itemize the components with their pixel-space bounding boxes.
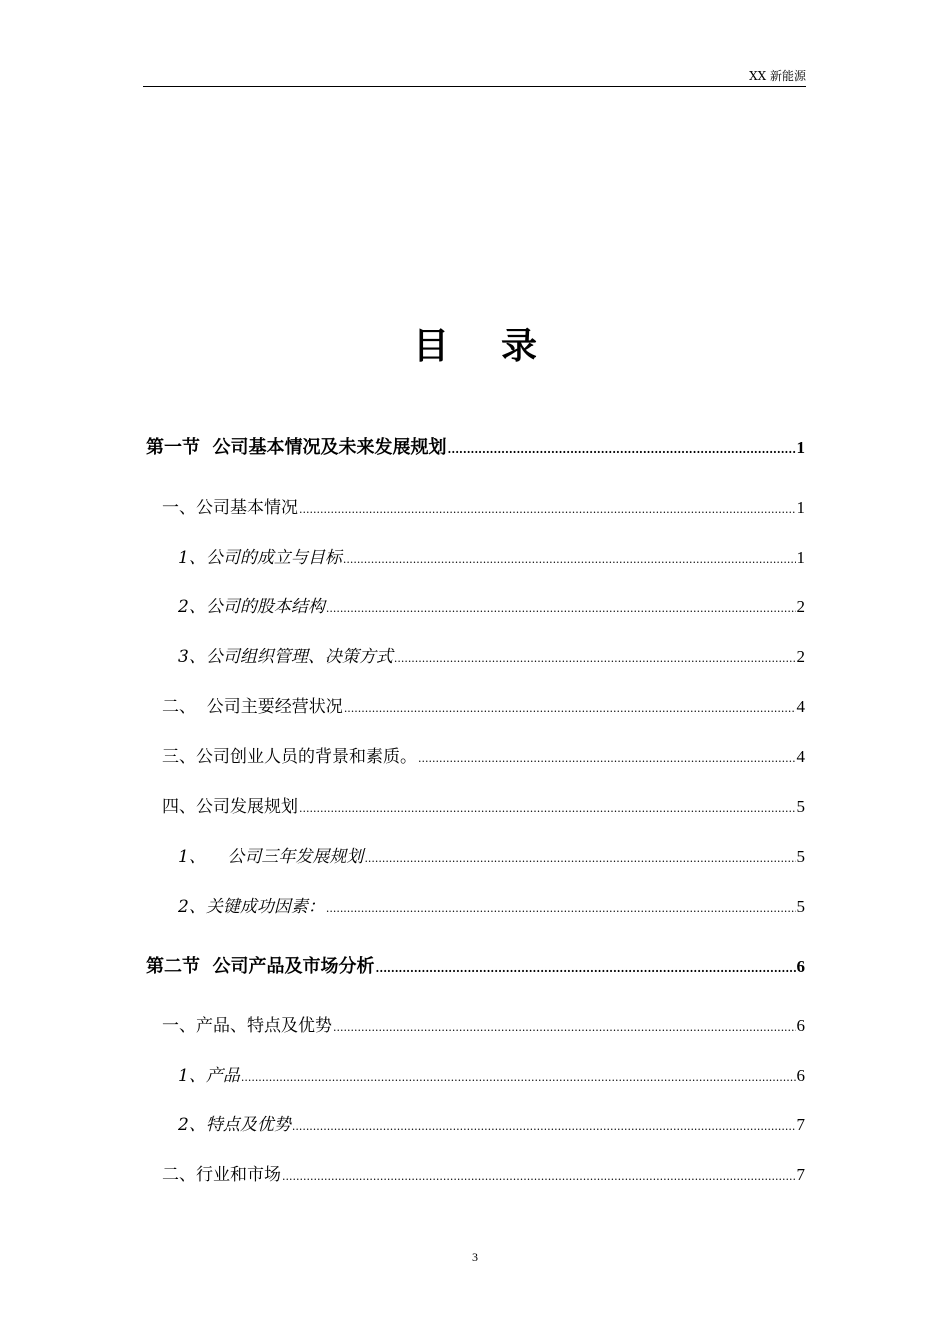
toc-entry[interactable] [162, 1014, 805, 1038]
toc-leader [333, 1016, 796, 1040]
toc-entry[interactable] [178, 1064, 805, 1088]
toc-leader [418, 747, 796, 771]
toc-entry[interactable] [162, 695, 805, 719]
toc-entry[interactable] [162, 496, 805, 520]
toc-page: 6 [796, 957, 805, 976]
toc-label: 2、关键成功因素： [178, 897, 325, 917]
toc-entry[interactable] [162, 745, 805, 769]
toc-label: 2、公司的股本结构 [178, 597, 325, 617]
toc-entry[interactable] [178, 595, 805, 619]
toc-entry[interactable] [178, 645, 805, 669]
page-header [143, 66, 806, 87]
toc-page: 7 [796, 1115, 805, 1134]
toc-page: 6 [796, 1016, 805, 1035]
toc-label: 一、公司基本情况 [162, 498, 298, 518]
toc-page: 4 [796, 747, 805, 766]
toc-page: 1 [796, 438, 805, 457]
title-char: 录 [501, 325, 538, 367]
toc-entry-section[interactable] [146, 436, 805, 460]
title-char: 目 [412, 325, 449, 367]
toc-page: 2 [796, 597, 805, 616]
toc-page: 5 [796, 897, 805, 916]
toc-page: 5 [796, 847, 805, 866]
toc-entry[interactable] [162, 1163, 805, 1187]
toc-leader [394, 647, 796, 671]
header-text: XX 新能源 [749, 69, 806, 83]
toc-page: 1 [796, 498, 805, 517]
toc-leader [448, 438, 796, 462]
toc-leader [282, 1165, 796, 1189]
toc-page: 5 [796, 797, 805, 816]
toc-leader [364, 847, 795, 871]
toc-leader [299, 797, 796, 821]
toc-entry-section[interactable] [146, 955, 805, 979]
toc-label: 1、公司的成立与目标 [178, 548, 342, 568]
toc-label: 三、公司创业人员的背景和素质。 [162, 747, 417, 767]
toc-leader [292, 1115, 796, 1139]
toc-leader [376, 957, 796, 981]
toc-label: 二、 公司主要经营状况 [162, 697, 343, 717]
toc-label: 3、公司组织管理、决策方式 [178, 647, 393, 667]
toc-page: 2 [796, 647, 805, 666]
toc-entry[interactable] [162, 795, 805, 819]
toc-entry[interactable] [178, 1113, 805, 1137]
toc-label: 2、特点及优势 [178, 1115, 291, 1135]
toc-page: 7 [796, 1165, 805, 1184]
toc-page: 4 [796, 697, 805, 716]
toc-leader [299, 498, 796, 522]
toc-entry[interactable] [178, 845, 805, 869]
toc-entry[interactable] [178, 895, 805, 919]
toc-entry[interactable] [178, 546, 805, 570]
toc-page: 1 [796, 548, 805, 567]
toc-label: 1、产品 [178, 1066, 240, 1086]
toc-page: 6 [796, 1066, 805, 1085]
toc-label: 一、产品、特点及优势 [162, 1016, 332, 1036]
toc-label: 四、公司发展规划 [162, 797, 298, 817]
toc-leader [326, 597, 796, 621]
toc-label: 第一节 公司基本情况及未来发展规划 [146, 437, 447, 458]
page-number: 3 [472, 1250, 478, 1264]
toc-label: 1、 公司三年发展规划 [178, 847, 364, 867]
toc-label: 第二节 公司产品及市场分析 [146, 956, 375, 977]
page-title [0, 318, 950, 369]
toc-label: 二、行业和市场 [162, 1165, 281, 1185]
toc-leader [343, 548, 796, 572]
toc-leader [241, 1066, 796, 1090]
toc-leader [326, 897, 796, 921]
toc-leader [344, 697, 796, 721]
